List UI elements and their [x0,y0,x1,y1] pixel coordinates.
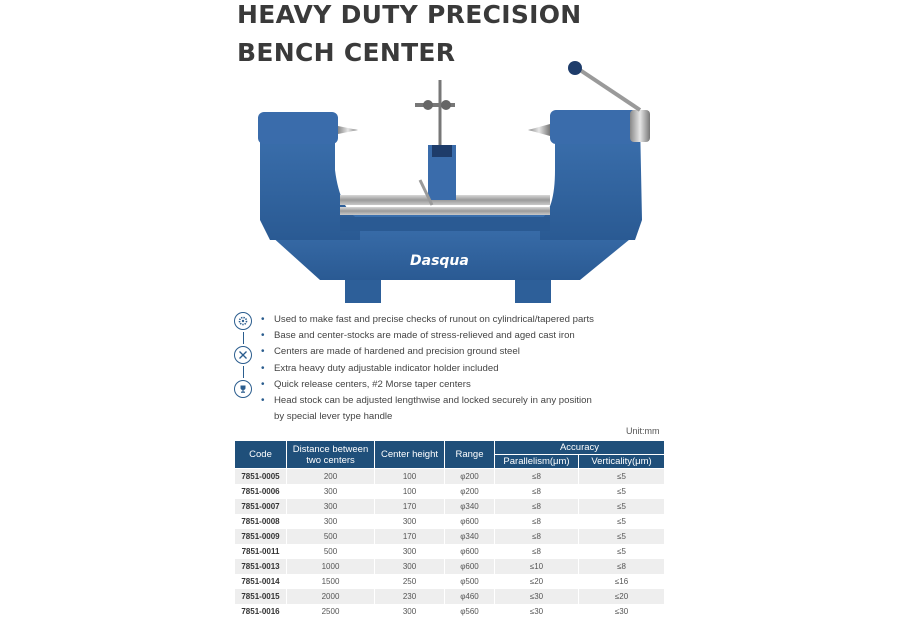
cell-height: 230 [375,589,445,604]
cell-distance: 1000 [287,559,375,574]
cell-range: φ200 [445,469,495,485]
cell-parallelism: ≤30 [495,604,579,619]
cell-verticality: ≤5 [579,529,665,544]
cell-verticality: ≤20 [579,589,665,604]
header-center-height: Center height [375,441,445,469]
table-row [235,469,665,485]
cell-height: 170 [375,499,445,514]
cell-range: φ500 [445,574,495,589]
bench-center-image [250,60,650,310]
header-verticality: Verticality(μm) [579,455,665,469]
cell-distance: 1500 [287,574,375,589]
header-parallelism: Parallelism(μm) [495,455,579,469]
feature-item: • Head stock can be adjusted lengthwise and locked securely in any position [260,393,680,409]
cell-range: φ200 [445,484,495,499]
cell-parallelism: ≤8 [495,529,579,544]
cell-height: 170 [375,529,445,544]
table-row [235,484,665,499]
table-row [235,589,665,604]
feature-item: • Centers are made of hardened and precision ground steel [260,344,680,360]
feature-item: • Base and center-stocks are made of stress-relieved and aged cast iron [260,328,680,344]
cell-height: 100 [375,469,445,485]
table-row [235,544,665,559]
cell-code: 7851-0009 [235,529,287,544]
cell-verticality: ≤5 [579,544,665,559]
cell-verticality: ≤16 [579,574,665,589]
table-row [235,574,665,589]
table-row [235,499,665,514]
brand-logo: Dasqua [410,253,469,269]
spec-table [234,440,665,619]
cell-height: 300 [375,604,445,619]
cell-code: 7851-0013 [235,559,287,574]
cell-range: φ600 [445,544,495,559]
cell-height: 300 [375,514,445,529]
cell-distance: 300 [287,484,375,499]
cell-height: 300 [375,559,445,574]
cell-verticality: ≤5 [579,484,665,499]
cell-range: φ340 [445,499,495,514]
cell-range: φ340 [445,529,495,544]
cell-distance: 500 [287,529,375,544]
feature-item: • Used to make fast and precise checks of runout on cylindrical/tapered parts [260,312,680,328]
cell-parallelism: ≤8 [495,499,579,514]
cell-parallelism: ≤30 [495,589,579,604]
header-distance: Distance between two centers [287,441,375,469]
cell-height: 250 [375,574,445,589]
gear-icon [234,312,252,330]
table-row [235,529,665,544]
cell-code: 7851-0007 [235,499,287,514]
cell-distance: 2500 [287,604,375,619]
cell-parallelism: ≤8 [495,514,579,529]
header-range: Range [445,441,495,469]
connector-line [243,332,244,344]
cell-range: φ600 [445,559,495,574]
cell-verticality: ≤30 [579,604,665,619]
cell-code: 7851-0014 [235,574,287,589]
cell-code: 7851-0005 [235,469,287,485]
cell-verticality: ≤8 [579,559,665,574]
feature-item: • Quick release centers, #2 Morse taper centers [260,377,680,393]
cell-height: 300 [375,544,445,559]
cell-parallelism: ≤8 [495,484,579,499]
cell-range: φ460 [445,589,495,604]
connector-line [243,366,244,378]
cell-verticality: ≤5 [579,469,665,485]
cell-parallelism: ≤8 [495,469,579,485]
cell-parallelism: ≤20 [495,574,579,589]
cell-parallelism: ≤8 [495,544,579,559]
page-title-line1: HEAVY DUTY PRECISION [237,0,582,29]
feature-item: • Extra heavy duty adjustable indicator holder included [260,361,680,377]
table-row [235,559,665,574]
cell-distance: 500 [287,544,375,559]
cell-distance: 2000 [287,589,375,604]
cell-code: 7851-0008 [235,514,287,529]
cell-verticality: ≤5 [579,514,665,529]
cell-range: φ560 [445,604,495,619]
table-row [235,514,665,529]
trophy-icon [234,380,252,398]
cell-code: 7851-0016 [235,604,287,619]
cell-code: 7851-0015 [235,589,287,604]
cell-distance: 200 [287,469,375,485]
page-title-line2: BENCH CENTER [237,38,456,67]
cell-distance: 300 [287,514,375,529]
table-row [235,604,665,619]
cell-code: 7851-0011 [235,544,287,559]
cell-distance: 300 [287,499,375,514]
cell-verticality: ≤5 [579,499,665,514]
cell-height: 100 [375,484,445,499]
cell-parallelism: ≤10 [495,559,579,574]
unit-label: Unit:mm [626,426,660,436]
feature-list [260,312,680,425]
cell-code: 7851-0006 [235,484,287,499]
header-code: Code [235,441,287,469]
tools-icon [234,346,252,364]
header-accuracy: Accuracy [495,441,665,455]
cell-range: φ600 [445,514,495,529]
feature-item-continued: by special lever type handle [274,411,393,423]
